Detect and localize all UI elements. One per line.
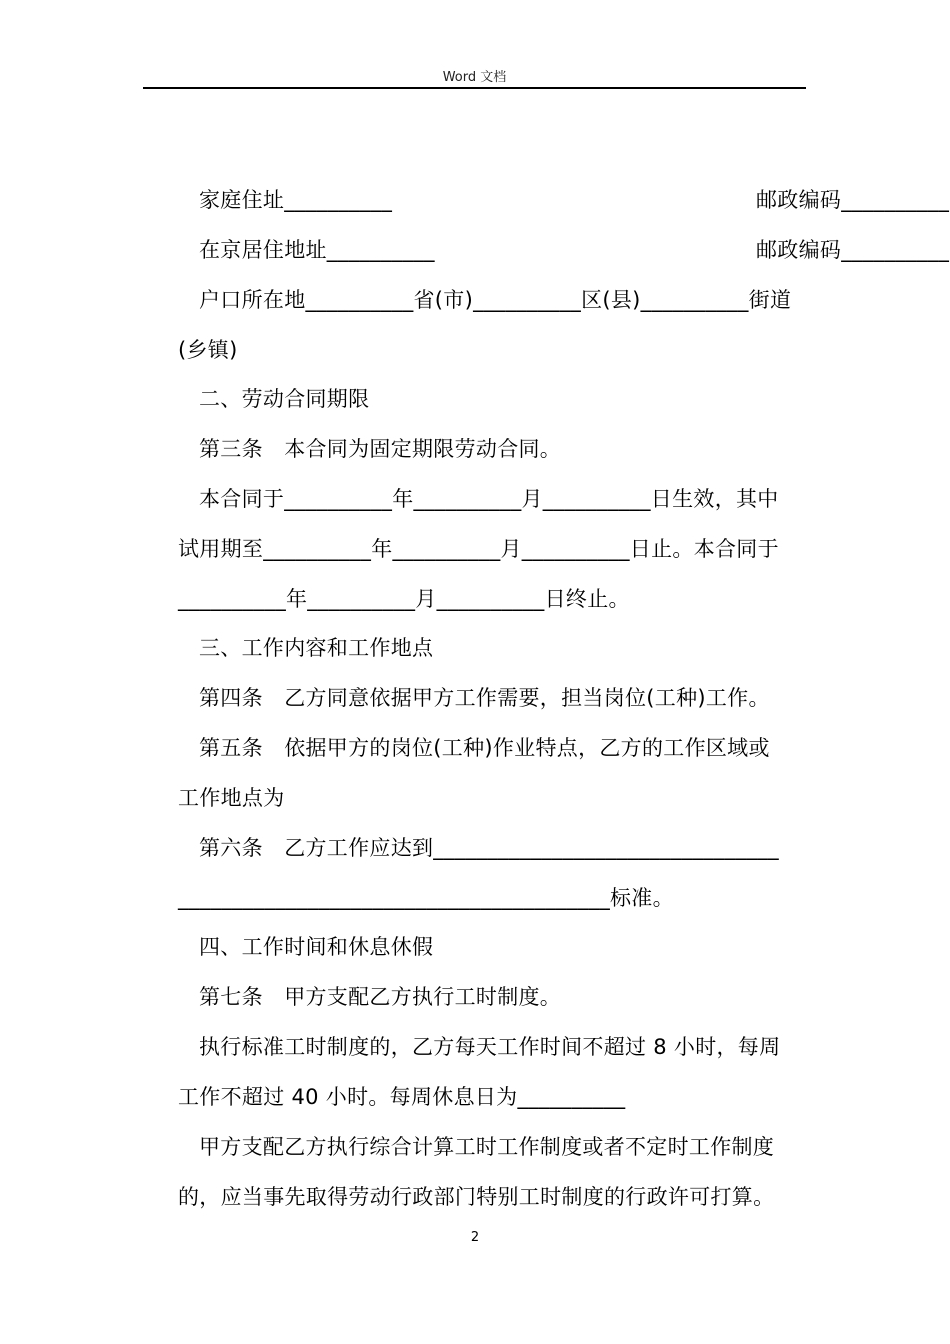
beijing-address-field: 在京居住地址__________ [199,238,435,262]
header-title: Word 文档 [442,70,507,85]
postal-code-field-1: 邮政编码__________ [756,188,950,212]
hukou-line: 户口所在地__________省(市)__________区(县)__________街道 [199,288,792,312]
article-7: 第七条 甲方支配乙方执行工时制度。 [199,985,562,1009]
term-line-3: __________年__________月__________日终止。 [178,587,630,611]
section-heading-hours: 四、工作时间和休息休假 [199,935,434,959]
standard-hours-line-1: 执行标准工时制度的，乙方每天工作时间不超过 8 小时，每周 [199,1035,781,1059]
special-hours-line-2: 的，应当事先取得劳动行政部门特别工时制度的行政许可打算。 [178,1185,775,1209]
article-6-cont: ________________________________________标准。 [178,886,674,910]
hukou-line-cont: (乡镇) [178,338,238,362]
beijing-address-row [178,236,950,264]
term-line-2: 试用期至__________年__________月__________日止。本合同于 [178,537,779,561]
article-4: 第四条 乙方同意依据甲方工作需要，担当岗位(工种)工作。 [199,686,770,710]
standard-hours-line-2: 工作不超过 40 小时。每周休息日为__________ [178,1085,626,1109]
section-heading-term: 二、劳动合同期限 [199,387,370,411]
special-hours-line-1: 甲方支配乙方执行综合计算工时工作制度或者不定时工作制度 [199,1135,775,1159]
article-3: 第三条 本合同为固定期限劳动合同。 [199,437,562,461]
page-number: 2 [470,1230,480,1245]
article-5-cont: 工作地点为 [178,786,285,810]
term-line-1: 本合同于__________年__________月__________日生效，其中 [199,487,779,511]
postal-code-field-2: 邮政编码__________ [756,238,950,262]
home-address-field: 家庭住址__________ [199,188,393,212]
article-6: 第六条 乙方工作应达到________________________________ [199,836,779,860]
article-5: 第五条 依据甲方的岗位(工种)作业特点，乙方的工作区域或 [199,736,770,760]
address-row [178,186,950,214]
header-rule [143,87,806,89]
section-heading-work: 三、工作内容和工作地点 [199,636,434,660]
